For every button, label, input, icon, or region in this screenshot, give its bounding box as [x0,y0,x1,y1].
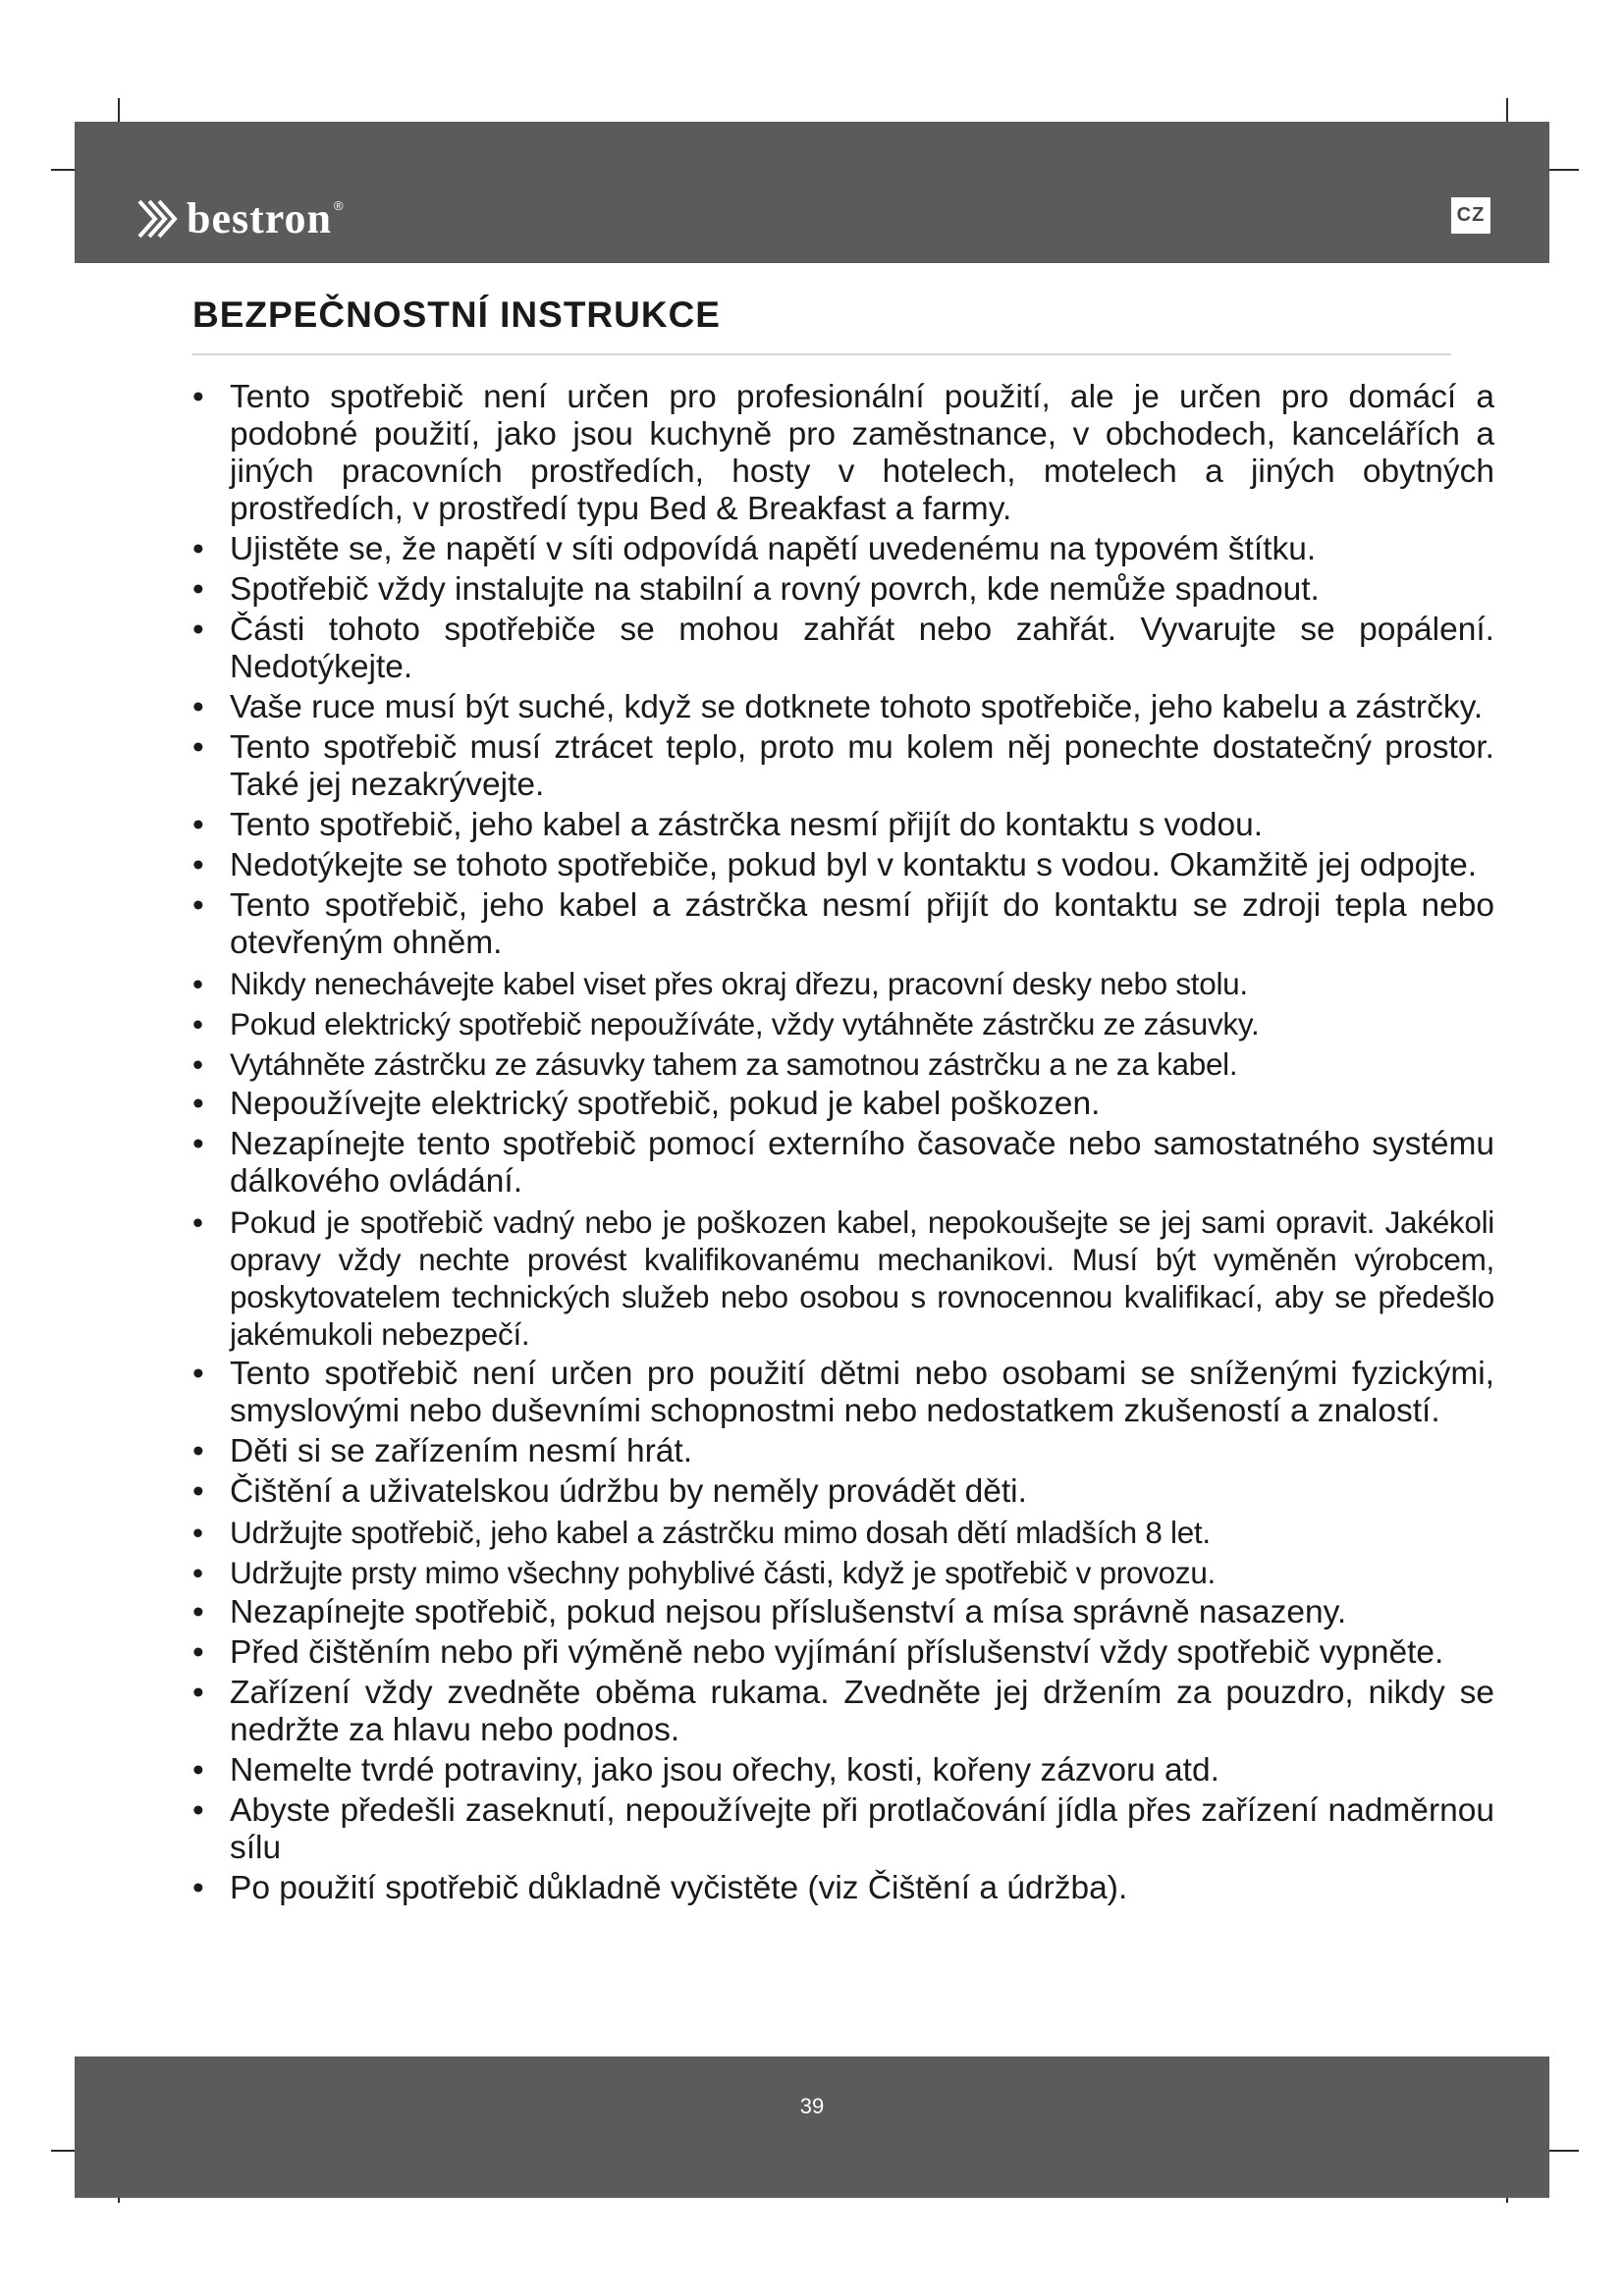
list-item [192,1870,1494,1907]
list-item [192,571,1494,609]
brand-logo [137,194,344,243]
bullet-icon: • [192,689,204,725]
bullet-icon: • [192,612,204,648]
bullet-icon: • [192,1473,204,1510]
list-item [192,1594,1494,1631]
list-item [192,1473,1494,1511]
instruction-text: Tento spotřebič není určen pro použití dětmi nebo osobami se sníženými fyzickými, smyslovými nebo duševními schopnostmi nebo nedostatkem zkušeností a znalostí. [230,1356,1494,1429]
instruction-text: Pokud je spotřebič vadný nebo je poškozen kabel, nepokoušejte se jej sami opravit. Jakékoli opravy vždy nechte provést kvalifikovanému mechanikovi. Musí být vyměněn výrobcem, poskytovatelem technických služeb nebo osobou s rovnocennou kvalifikací, aby se předešlo jakémukoli nebezpečí. [230,1204,1494,1352]
bullet-icon: • [192,729,204,766]
instruction-text: Čištění a uživatelskou údržbu by neměly provádět děti. [230,1473,1027,1510]
bullet-icon: • [192,1752,204,1789]
instruction-text: Tento spotřebič, jeho kabel a zástrčka nesmí přijít do kontaktu se zdroji tepla nebo otevřeným ohněm. [230,887,1494,961]
list-item [192,807,1494,844]
list-item [192,689,1494,726]
header-band [75,122,1549,263]
list-item [192,1792,1494,1867]
list-item [192,1126,1494,1201]
list-item [192,1045,1494,1083]
safety-instructions-list [192,379,1494,1910]
bullet-icon: • [192,1555,203,1590]
instruction-text: Udržujte spotřebič, jeho kabel a zástrčku mimo dosah dětí mladších 8 let. [230,1515,1211,1550]
title-divider [192,353,1451,355]
instruction-text: Pokud elektrický spotřebič nepoužíváte, vždy vytáhněte zástrčku ze zásuvky. [230,1006,1260,1041]
bullet-icon: • [192,1515,203,1550]
bullet-icon: • [192,1634,204,1671]
instruction-text: Zařízení vždy zvedněte oběma rukama. Zvedněte jej držením za pouzdro, nikdy se nedržte za hlavu nebo podnos. [230,1675,1494,1748]
bullet-icon: • [192,807,204,843]
instruction-text: Spotřebič vždy instalujte na stabilní a rovný povrch, kde nemůže spadnout. [230,571,1320,608]
bullet-icon: • [192,1675,204,1711]
list-item [192,1634,1494,1672]
list-item [192,1675,1494,1749]
brand-name: bestron [187,194,332,242]
chevrons-logo-icon [137,199,181,239]
instruction-text: Tento spotřebič musí ztrácet teplo, proto mu kolem něj ponechte dostatečný prostor. Také jej nezakrývejte. [230,729,1494,803]
instruction-text: Nezapínejte tento spotřebič pomocí externího časovače nebo samostatného systému dálkového ovládání. [230,1126,1494,1200]
bullet-icon: • [192,571,204,608]
instruction-text: Tento spotřebič není určen pro profesionální použití, ale je určen pro domácí a podobné použití, jako jsou kuchyně pro zaměstnance, v obchodech, kancelářích a jiných pracovních prostředích, hosty v hotelech, motelech a jiných obytných prostředích, v prostředí typu Bed & Breakfast a farmy. [230,379,1494,527]
bullet-icon: • [192,1870,204,1906]
page-number: 39 [799,2094,825,2118]
instruction-text: Před čištěním nebo při výměně nebo vyjímání příslušenství vždy spotřebič vypněte. [230,1634,1444,1671]
bullet-icon: • [192,966,203,1001]
list-item [192,1356,1494,1430]
instruction-text: Vytáhněte zástrčku ze zásuvky tahem za samotnou zástrčku a ne za kabel. [230,1046,1238,1082]
list-item [192,887,1494,962]
instruction-text: Děti si se zařízením nesmí hrát. [230,1433,693,1469]
bullet-icon: • [192,1006,203,1041]
list-item [192,729,1494,804]
bullet-icon: • [192,1594,204,1630]
list-item [192,847,1494,884]
bullet-icon: • [192,1046,203,1082]
list-item [192,1752,1494,1789]
list-item [192,612,1494,686]
instruction-text: Nikdy nenechávejte kabel viset přes okraj dřezu, pracovní desky nebo stolu. [230,966,1248,1001]
list-item [192,1086,1494,1123]
list-item [192,1005,1494,1042]
instruction-text: Udržujte prsty mimo všechny pohyblivé části, když je spotřebič v provozu. [230,1555,1217,1590]
instruction-text: Nezapínejte spotřebič, pokud nejsou příslušenství a mísa správně nasazeny. [230,1594,1347,1630]
instruction-text: Po použití spotřebič důkladně vyčistěte (viz Čištění a údržba). [230,1870,1128,1906]
bullet-icon: • [192,1126,204,1162]
registered-mark: ® [333,198,344,213]
list-item [192,1433,1494,1470]
instruction-text: Nemelte tvrdé potraviny, jako jsou ořechy, kosti, kořeny zázvoru atd. [230,1752,1219,1789]
list-item [192,965,1494,1002]
bullet-icon: • [192,1433,204,1469]
bullet-icon: • [192,1204,203,1240]
list-item [192,379,1494,528]
instruction-text: Nepoužívejte elektrický spotřebič, pokud je kabel poškozen. [230,1086,1101,1122]
instruction-text: Ujistěte se, že napětí v síti odpovídá napětí uvedenému na typovém štítku. [230,531,1317,567]
language-badge: CZ [1451,197,1490,234]
list-item [192,1514,1494,1551]
bullet-icon: • [192,1086,204,1122]
list-item [192,531,1494,568]
bullet-icon: • [192,1356,204,1392]
instruction-text: Abyste předešli zaseknutí, nepoužívejte při protlačování jídla přes zařízení nadměrnou sílu [230,1792,1494,1866]
list-item [192,1203,1494,1353]
instruction-text: Nedotýkejte se tohoto spotřebiče, pokud byl v kontaktu s vodou. Okamžitě jej odpojte. [230,847,1478,883]
bullet-icon: • [192,531,204,567]
instruction-text: Vaše ruce musí být suché, když se dotknete tohoto spotřebiče, jeho kabelu a zástrčky. [230,689,1484,725]
footer-band [75,2056,1549,2198]
instruction-text: Části tohoto spotřebiče se mohou zahřát nebo zahřát. Vyvarujte se popálení. Nedotýkejte. [230,612,1494,685]
section-title: BEZPEČNOSTNÍ INSTRUKCE [192,294,721,335]
bullet-icon: • [192,1792,204,1829]
bullet-icon: • [192,847,204,883]
instruction-text: Tento spotřebič, jeho kabel a zástrčka nesmí přijít do kontaktu s vodou. [230,807,1264,843]
bullet-icon: • [192,379,204,415]
bullet-icon: • [192,887,204,924]
list-item [192,1554,1494,1591]
